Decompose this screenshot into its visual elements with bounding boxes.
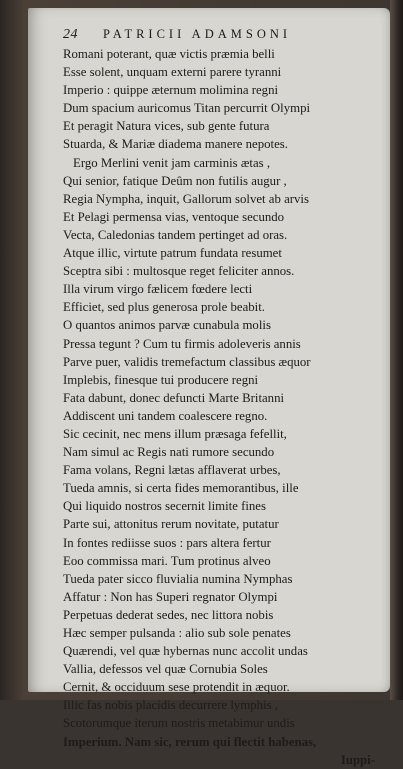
verse-line: Tueda amnis, si certa fides memorantibus, ille bbox=[63, 481, 299, 496]
verse-line: Parve puer, validis tremefactum classibus æquor bbox=[63, 354, 311, 369]
running-head: PATRICII ADAMSONI bbox=[103, 27, 292, 41]
verse-line: Sceptra sibi : multosque reget feliciter annos. bbox=[63, 264, 295, 279]
verse-line: Stuarda, & Mariæ diadema manere nepotes. bbox=[63, 137, 288, 152]
verse-line: Romani poterant, quæ victis præmia belli bbox=[63, 47, 275, 61]
verse-line: Quærendi, vel quæ hybernas nunc accolit undas bbox=[63, 644, 308, 659]
verse-line: Atque illic, virtute patrum fundata resumet bbox=[63, 246, 282, 261]
verse-line: Imperium. Nam sic, rerum qui flectit habenas, bbox=[63, 734, 317, 749]
page-number: 24 bbox=[63, 27, 78, 42]
page-edge bbox=[390, 0, 403, 700]
verse-line: Vecta, Caledonias tandem pertinget ad oras. bbox=[63, 227, 288, 242]
verse-line: O quantos animos parvæ cunabula molis bbox=[63, 318, 271, 333]
verse-line: Parte sui, attonitus rerum novitate, putatur bbox=[63, 517, 279, 532]
verse-line: Esse solent, unquam externi parere tyranni bbox=[63, 65, 282, 80]
verse-line: Et peragit Natura vices, sub gente futura bbox=[63, 119, 270, 134]
verse-line: Pressa tegunt ? Cum tu firmis adoleveris annis bbox=[63, 336, 301, 351]
verse-line: Sic cecinit, nec mens illum præsaga fefellit, bbox=[63, 426, 287, 441]
verse-line: Et Pelagi permensa vias, ventoque secundo bbox=[63, 209, 285, 224]
verse-line: Fata dabunt, donec defuncti Marte Britanni bbox=[63, 390, 285, 405]
verse-line: Eoo commissa mari. Tum protinus alveo bbox=[63, 553, 271, 568]
page-header bbox=[63, 27, 369, 47]
verse-line: Addiscent uni tandem coalescere regno. bbox=[63, 408, 268, 423]
verse-line: Nam simul ac Regis nati rumore secundo bbox=[63, 445, 275, 460]
verse-line: Dum spacium auricomus Titan percurrit Olympi bbox=[63, 101, 311, 116]
verse-line: Tueda pater sicco fluvialia numina Nymphas bbox=[63, 571, 293, 586]
verse-line: Scotorumque iterum nostris metabimur undis bbox=[63, 716, 295, 731]
verse-line: Qui liquido nostros secernit limite fines bbox=[63, 499, 266, 514]
verse-line: Illa virum virgo fælicem fœdere lecti bbox=[63, 282, 253, 297]
verse-line: Qui senior, fatique Deûm non futilis augur , bbox=[63, 173, 287, 188]
catchword: Iuppi- bbox=[340, 752, 375, 767]
verse-line: Vallia, defessos vel quæ Cornubia Soles bbox=[63, 662, 268, 677]
verse-list bbox=[63, 45, 383, 769]
verse-line: Implebis, finesque tui producere regni bbox=[63, 372, 259, 387]
verse-line: In fontes rediisse suos : pars altera fertur bbox=[63, 535, 271, 550]
verse-line: Illic fas nobis placidis decurrere lymphis , bbox=[63, 698, 278, 713]
verse-line: Fama volans, Regni lætas afflaverat urbes, bbox=[63, 463, 281, 478]
verse-line: Ergo Merlini venit jam carminis ætas , bbox=[73, 155, 271, 170]
verse-line: Regia Nympha, inquit, Gallorum solvet ab arvis bbox=[63, 191, 309, 206]
verse-line: Hæc semper pulsanda : alio sub sole penates bbox=[63, 626, 291, 640]
verse-line: Affatur : Non has Superi regnator Olympi bbox=[63, 589, 278, 604]
verse-line: Cernit, & occiduum sese protendit in æquor. bbox=[63, 680, 290, 695]
verse-line: Perpetuas dederat sedes, nec littora nobis bbox=[63, 607, 274, 622]
verse-line: Efficiet, sed plus generosa prole beabit. bbox=[63, 300, 265, 315]
verse-line: Imperio : quippe æternum molimina regni bbox=[63, 83, 279, 98]
